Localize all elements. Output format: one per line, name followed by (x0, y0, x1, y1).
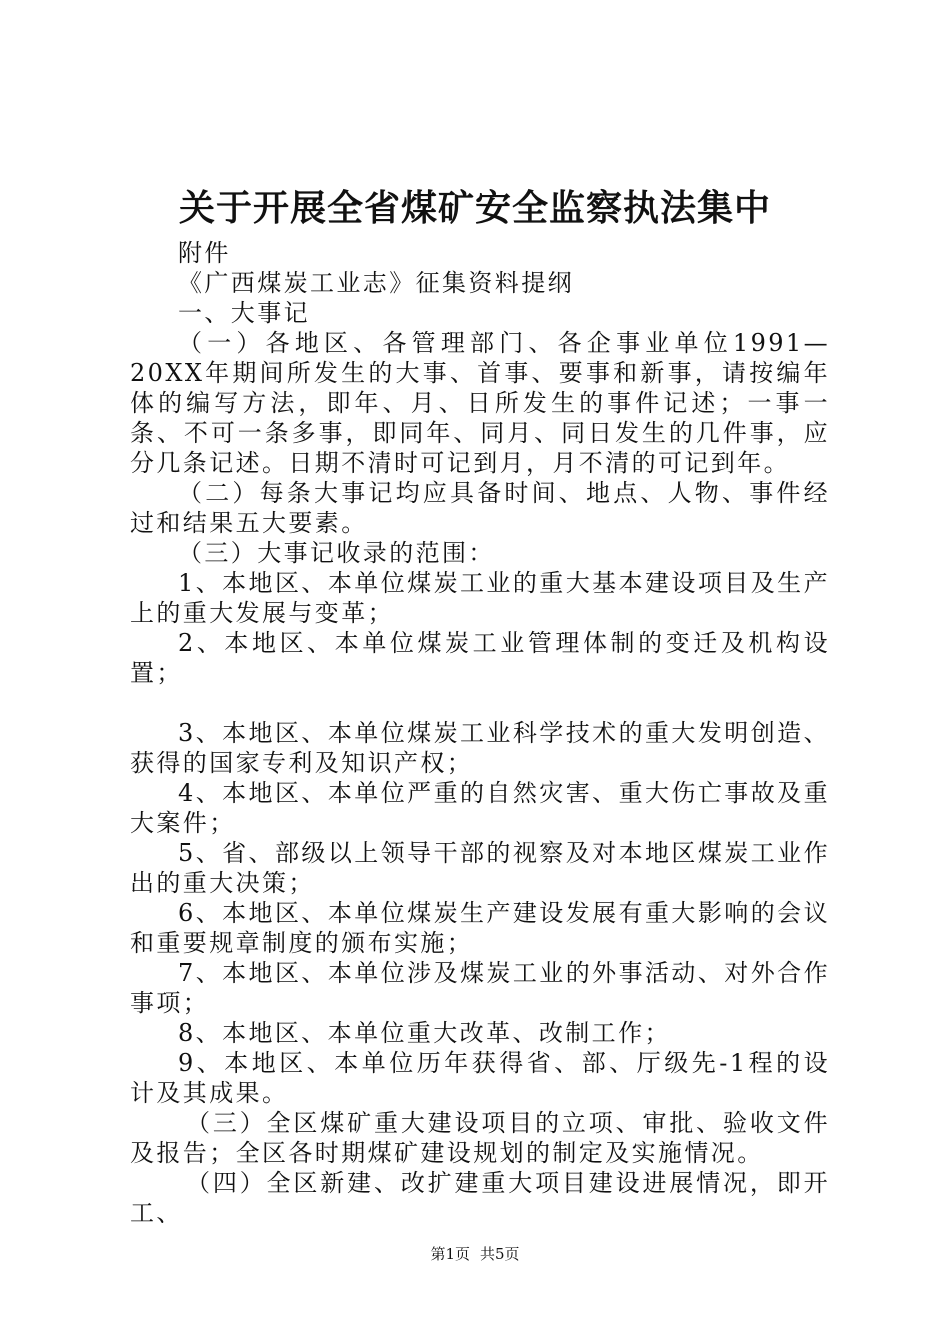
list-item: 6、本地区、本单位煤炭生产建设发展有重大影响的会议和重要规章制度的颁布实施； (130, 899, 830, 957)
paragraph-outline-title: 《广西煤炭工业志》征集资料提纲 (178, 269, 574, 297)
list-item: 4、本地区、本单位严重的自然灾害、重大伤亡事故及重大案件； (130, 779, 830, 837)
list-item: 7、本地区、本单位涉及煤炭工业的外事活动、对外合作事项； (130, 959, 830, 1017)
paragraph-item-3b: （三）全区煤矿重大建设项目的立项、审批、验收文件及报告；全区各时期煤矿建设规划的制定及实施情况。 (130, 1109, 830, 1167)
document-title: 关于开展全省煤矿安全监察执法集中 (178, 187, 771, 229)
list-item: 3、本地区、本单位煤炭工业科学技术的重大发明创造、获得的国家专利及知识产权； (130, 719, 830, 777)
paragraph-section-heading: 一、大事记 (178, 299, 310, 327)
page-total: 共5页 (480, 1245, 520, 1263)
page-footer (0, 1244, 950, 1264)
paragraph-item-1: （一）各地区、各管理部门、各企事业单位1991—20XX年期间所发生的大事、首事、要事和新事，请按编年体的编写方法，即年、月、日所发生的事件记述；一事一条、不可一条多事，即同年、同月、同日发生的几件事，应分几条记述。日期不清时可记到月，月不清的可记到年。 (130, 329, 830, 477)
paragraph-item-4: （四）全区新建、改扩建重大项目建设进展情况，即开工、 (130, 1169, 830, 1227)
paragraph-item-2: （二）每条大事记均应具备时间、地点、人物、事件经过和结果五大要素。 (130, 479, 830, 537)
list-item: 1、本地区、本单位煤炭工业的重大基本建设项目及生产上的重大发展与变革； (130, 569, 830, 627)
paragraph-attachment: 附件 (178, 239, 231, 267)
paragraph-item-3: （三）大事记收录的范围： (178, 539, 495, 567)
blank-line (130, 688, 830, 718)
list-item: 9、本地区、本单位历年获得省、部、厅级先-1程的设计及其成果。 (130, 1049, 830, 1107)
list-item: 8、本地区、本单位重大改革、改制工作； (178, 1019, 671, 1047)
list-item: 2、本地区、本单位煤炭工业管理体制的变迁及机构设置； (130, 629, 830, 687)
page-number: 第1页 (430, 1245, 470, 1263)
document-body (130, 238, 830, 1228)
list-item: 5、省、部级以上领导干部的视察及对本地区煤炭工业作出的重大决策； (130, 839, 830, 897)
